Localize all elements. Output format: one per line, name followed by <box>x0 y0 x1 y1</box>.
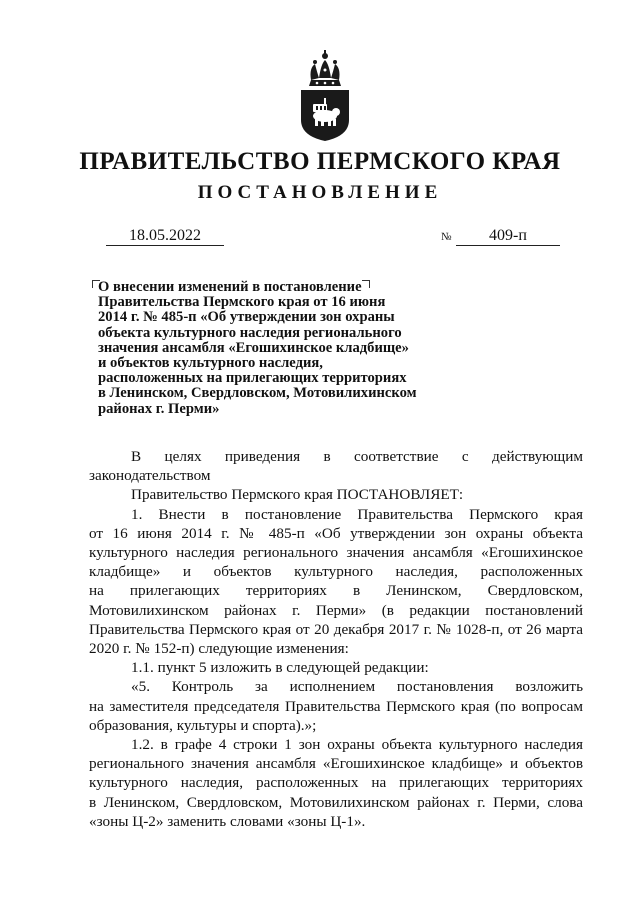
subject-line: Правительства Пермского края от 16 июня <box>98 294 386 311</box>
subject-line: 2014 г. № 485-п «Об утверждении зон охраны <box>98 309 395 326</box>
body-line: 1.2. в графе 4 строки 1 зон охраны объекта культурного наследия <box>131 736 583 754</box>
body-line: кладбище» и объектов культурного наследия, расположенных <box>89 563 583 581</box>
coat-of-arms-icon <box>295 50 355 142</box>
body-line: в Ленинском, Свердловском, Мотовилихинском районах г. Перми, слова <box>89 793 583 811</box>
subject-line: расположенных на прилегающих территориях <box>98 370 407 387</box>
document-body <box>89 447 583 831</box>
document-date: 18.05.2022 <box>106 226 224 246</box>
body-line: «зоны Ц-2» заменить словами «зоны Ц-1». <box>89 812 366 830</box>
document-subject <box>98 280 438 417</box>
subject-line: в Ленинском, Свердловском, Мотовилихинском <box>98 385 417 402</box>
subject-line: значения ансамбля «Егошихинское кладбище» <box>98 339 409 356</box>
body-line: от 16 июня 2014 г. № 485-п «Об утверждении зон охраны объекта <box>89 524 583 542</box>
subject-line: районах г. Перми» <box>98 400 220 417</box>
body-line: культурного наследия регионального значения ансамбля «Егошихинское <box>89 544 583 562</box>
body-line: законодательством <box>89 467 211 485</box>
body-line: В целях приведения в соответствие с действующим <box>131 448 583 465</box>
body-line: образования, культуры и спорта).»; <box>89 716 317 734</box>
body-line: 1.1. пункт 5 изложить в следующей редакции: <box>131 659 429 677</box>
body-line: 1. Внести в постановление Правительства Пермского края <box>131 505 583 523</box>
body-line: культурного наследия, расположенных на прилегающих территориях <box>89 774 583 792</box>
body-line: Мотовилихинском районах г. Перми» (в редакции постановлений <box>89 601 583 619</box>
body-line: на заместителя председателя Правительства Пермского края (по вопросам <box>89 697 583 715</box>
document-type: ПОСТАНОВЛЕНИЕ <box>197 182 443 203</box>
body-line: «5. Контроль за исполнением постановления возложить <box>131 678 583 696</box>
subject-line: объекта культурного наследия регионального <box>98 324 402 341</box>
body-line: Правительства Пермского края от 20 декабря 2017 г. № 1028-п, от 26 марта <box>89 620 583 638</box>
subject-line: и объектов культурного наследия, <box>98 355 323 372</box>
government-title: ПРАВИТЕЛЬСТВО ПЕРМСКОГО КРАЯ <box>79 148 561 175</box>
subject-line: О внесении изменений в постановление <box>98 279 362 295</box>
body-line: 2020 г. № 152-п) следующие изменения: <box>89 640 349 658</box>
number-label: № <box>441 231 452 243</box>
document-number: 409-п <box>456 226 560 246</box>
body-line: Правительство Пермского края ПОСТАНОВЛЯЕТ: <box>131 486 464 504</box>
body-line: регионального значения ансамбля «Егошихинское кладбище» и объектов <box>89 755 583 773</box>
body-line: на прилегающих территориях в Ленинском, Свердловском, <box>89 582 583 600</box>
